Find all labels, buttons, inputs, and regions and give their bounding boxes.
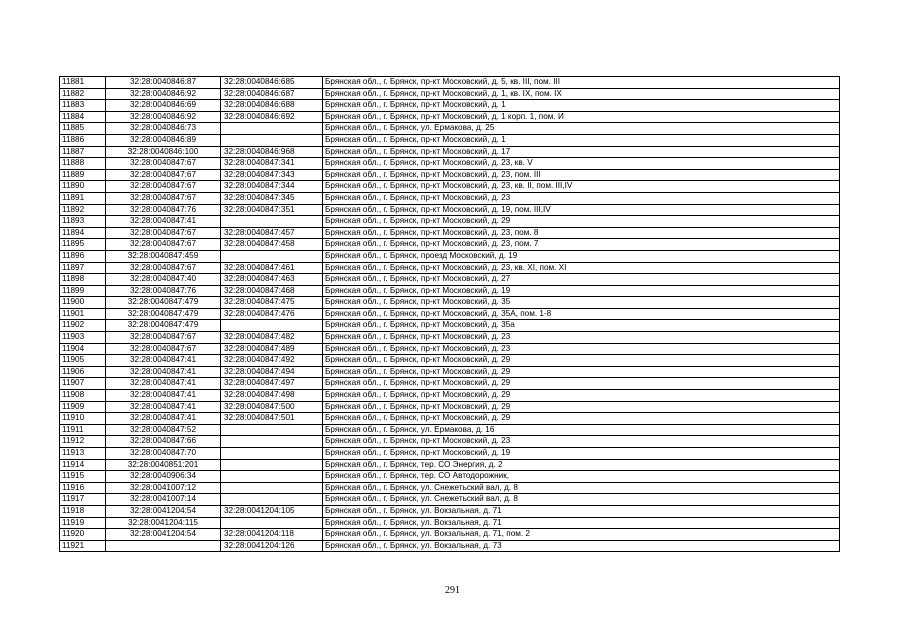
address-cell: Брянская обл., г. Брянск, пр-кт Московский, д. 27	[323, 274, 840, 286]
table-row	[60, 169, 840, 181]
address-cell: Брянская обл., г. Брянск, пр-кт Московский, д. 29	[323, 390, 840, 402]
address-cell: Брянская обл., г. Брянск, ул. Снежетьский вал, д. 8	[323, 482, 840, 494]
row-number-cell: 11899	[60, 285, 106, 297]
building-cadastral-number-cell	[221, 216, 323, 228]
building-cadastral-number-cell: 32:28:0041204:126	[221, 540, 323, 552]
land-cadastral-number-cell: 32:28:0040847:67	[106, 332, 221, 344]
table-row	[60, 424, 840, 436]
building-cadastral-number-cell: 32:28:0040847:482	[221, 332, 323, 344]
building-cadastral-number-cell: 32:28:0040847:341	[221, 158, 323, 170]
address-cell: Брянская обл., г. Брянск, пр-кт Московский, д. 1	[323, 134, 840, 146]
row-number-cell: 11885	[60, 123, 106, 135]
address-cell: Брянская обл., г. Брянск, пр-кт Московский, д. 23	[323, 436, 840, 448]
address-cell: Брянская обл., г. Брянск, пр-кт Московский, д. 29	[323, 366, 840, 378]
row-number-cell: 11921	[60, 540, 106, 552]
building-cadastral-number-cell: 32:28:0040846:688	[221, 100, 323, 112]
land-cadastral-number-cell: 32:28:0040847:41	[106, 401, 221, 413]
address-cell: Брянская обл., г. Брянск, пр-кт Московский, д. 1	[323, 100, 840, 112]
land-cadastral-number-cell: 32:28:0040847:67	[106, 158, 221, 170]
address-cell: Брянская обл., г. Брянск, ул. Вокзальная, д. 71, пом. 2	[323, 529, 840, 541]
table-row	[60, 216, 840, 228]
table-row	[60, 540, 840, 552]
row-number-cell: 11904	[60, 343, 106, 355]
land-cadastral-number-cell: 32:28:0040846:89	[106, 134, 221, 146]
table-row	[60, 448, 840, 460]
building-cadastral-number-cell: 32:28:0040847:344	[221, 181, 323, 193]
address-cell: Брянская обл., г. Брянск, пр-кт Московский, д. 17	[323, 146, 840, 158]
row-number-cell: 11918	[60, 505, 106, 517]
building-cadastral-number-cell: 32:28:0040847:489	[221, 343, 323, 355]
address-cell: Брянская обл., г. Брянск, проезд Московский, д. 19	[323, 250, 840, 262]
address-cell: Брянская обл., г. Брянск, пр-кт Московский, д. 29	[323, 355, 840, 367]
building-cadastral-number-cell: 32:28:0040847:468	[221, 285, 323, 297]
land-cadastral-number-cell: 32:28:0040847:41	[106, 390, 221, 402]
address-cell: Брянская обл., г. Брянск, пр-кт Московский, д. 1 корп. 1, пом. И	[323, 111, 840, 123]
row-number-cell: 11882	[60, 88, 106, 100]
address-cell: Брянская обл., г. Брянск, пр-кт Московский, д. 29	[323, 413, 840, 425]
row-number-cell: 11912	[60, 436, 106, 448]
table-row	[60, 459, 840, 471]
row-number-cell: 11895	[60, 239, 106, 251]
table-row	[60, 471, 840, 483]
table-row	[60, 297, 840, 309]
address-cell: Брянская обл., г. Брянск, ул. Вокзальная, д. 71	[323, 505, 840, 517]
building-cadastral-number-cell	[221, 448, 323, 460]
land-cadastral-number-cell: 32:28:0040906:34	[106, 471, 221, 483]
land-cadastral-number-cell: 32:28:0040847:41	[106, 378, 221, 390]
building-cadastral-number-cell: 32:28:0040846:685	[221, 77, 323, 89]
address-cell: Брянская обл., г. Брянск, ул. Вокзальная, д. 73	[323, 540, 840, 552]
table-row	[60, 401, 840, 413]
address-cell: Брянская обл., г. Брянск, пр-кт Московский, д. 23	[323, 332, 840, 344]
land-cadastral-number-cell	[106, 540, 221, 552]
land-cadastral-number-cell: 32:28:0040847:41	[106, 355, 221, 367]
land-cadastral-number-cell: 32:28:0040847:67	[106, 227, 221, 239]
building-cadastral-number-cell: 32:28:0040847:501	[221, 413, 323, 425]
table-row	[60, 390, 840, 402]
row-number-cell: 11901	[60, 308, 106, 320]
address-cell: Брянская обл., г. Брянск, пр-кт Московский, д. 35	[323, 297, 840, 309]
row-number-cell: 11919	[60, 517, 106, 529]
row-number-cell: 11891	[60, 192, 106, 204]
row-number-cell: 11881	[60, 77, 106, 89]
land-cadastral-number-cell: 32:28:0040847:66	[106, 436, 221, 448]
building-cadastral-number-cell: 32:28:0040847:497	[221, 378, 323, 390]
land-cadastral-number-cell: 32:28:0040847:479	[106, 297, 221, 309]
row-number-cell: 11913	[60, 448, 106, 460]
table-row	[60, 308, 840, 320]
address-cell: Брянская обл., г. Брянск, пр-кт Московский, д. 35А, пом. 1-8	[323, 308, 840, 320]
land-cadastral-number-cell: 32:28:0040846:73	[106, 123, 221, 135]
address-cell: Брянская обл., г. Брянск, пр-кт Московский, д. 23, кв. V	[323, 158, 840, 170]
land-cadastral-number-cell: 32:28:0040847:479	[106, 308, 221, 320]
address-cell: Брянская обл., г. Брянск, пр-кт Московский, д. 23	[323, 192, 840, 204]
building-cadastral-number-cell: 32:28:0040846:692	[221, 111, 323, 123]
address-cell: Брянская обл., г. Брянск, пр-кт Московский, д. 29	[323, 378, 840, 390]
building-cadastral-number-cell	[221, 471, 323, 483]
address-cell: Брянская обл., г. Брянск, пр-кт Московский, д. 19	[323, 285, 840, 297]
row-number-cell: 11886	[60, 134, 106, 146]
land-cadastral-number-cell: 32:28:0040847:459	[106, 250, 221, 262]
building-cadastral-number-cell	[221, 482, 323, 494]
table-row	[60, 494, 840, 506]
land-cadastral-number-cell: 32:28:0041204:115	[106, 517, 221, 529]
row-number-cell: 11892	[60, 204, 106, 216]
row-number-cell: 11909	[60, 401, 106, 413]
address-cell: Брянская обл., г. Брянск, пр-кт Московский, д. 1, кв. IX, пом. IX	[323, 88, 840, 100]
land-cadastral-number-cell: 32:28:0040847:40	[106, 274, 221, 286]
address-cell: Брянская обл., г. Брянск, пр-кт Московский, д. 23, кв. XI, пом. XI	[323, 262, 840, 274]
row-number-cell: 11883	[60, 100, 106, 112]
table-row	[60, 100, 840, 112]
land-cadastral-number-cell: 32:28:0040846:69	[106, 100, 221, 112]
row-number-cell: 11914	[60, 459, 106, 471]
land-cadastral-number-cell: 32:28:0040847:41	[106, 216, 221, 228]
row-number-cell: 11894	[60, 227, 106, 239]
address-cell: Брянская обл., г. Брянск, пр-кт Московский, д. 23, пом. 7	[323, 239, 840, 251]
row-number-cell: 11905	[60, 355, 106, 367]
land-cadastral-number-cell: 32:28:0040846:92	[106, 88, 221, 100]
land-cadastral-number-cell: 32:28:0040847:76	[106, 285, 221, 297]
address-cell: Брянская обл., г. Брянск, ул. Снежетьский вал, д. 8	[323, 494, 840, 506]
building-cadastral-number-cell	[221, 424, 323, 436]
table-row	[60, 262, 840, 274]
building-cadastral-number-cell: 32:28:0040847:345	[221, 192, 323, 204]
land-cadastral-number-cell: 32:28:0040847:41	[106, 413, 221, 425]
table-row	[60, 285, 840, 297]
building-cadastral-number-cell: 32:28:0040847:500	[221, 401, 323, 413]
address-cell: Брянская обл., г. Брянск, ул. Ермакова, д. 25	[323, 123, 840, 135]
table-row	[60, 355, 840, 367]
land-cadastral-number-cell: 32:28:0041204:54	[106, 529, 221, 541]
building-cadastral-number-cell: 32:28:0041204:105	[221, 505, 323, 517]
building-cadastral-number-cell: 32:28:0040847:351	[221, 204, 323, 216]
land-cadastral-number-cell: 32:28:0040847:41	[106, 366, 221, 378]
building-cadastral-number-cell	[221, 320, 323, 332]
address-cell: Брянская обл., г. Брянск, пр-кт Московский, д. 23, кв. II, пом. III,IV	[323, 181, 840, 193]
row-number-cell: 11907	[60, 378, 106, 390]
row-number-cell: 11887	[60, 146, 106, 158]
land-cadastral-number-cell: 32:28:0040847:67	[106, 181, 221, 193]
address-cell: Брянская обл., г. Брянск, пр-кт Московский, д. 19	[323, 448, 840, 460]
building-cadastral-number-cell	[221, 134, 323, 146]
building-cadastral-number-cell: 32:28:0040847:494	[221, 366, 323, 378]
table-row	[60, 123, 840, 135]
land-cadastral-number-cell: 32:28:0040846:92	[106, 111, 221, 123]
row-number-cell: 11889	[60, 169, 106, 181]
table-row	[60, 529, 840, 541]
land-cadastral-number-cell: 32:28:0040847:67	[106, 169, 221, 181]
land-cadastral-number-cell: 32:28:0041007:12	[106, 482, 221, 494]
table-row	[60, 274, 840, 286]
building-cadastral-number-cell	[221, 250, 323, 262]
table-row	[60, 366, 840, 378]
table-row	[60, 378, 840, 390]
land-cadastral-number-cell: 32:28:0040847:67	[106, 192, 221, 204]
row-number-cell: 11916	[60, 482, 106, 494]
row-number-cell: 11910	[60, 413, 106, 425]
table-row	[60, 413, 840, 425]
row-number-cell: 11908	[60, 390, 106, 402]
address-cell: Брянская обл., г. Брянск, тер. СО Автодорожник,	[323, 471, 840, 483]
row-number-cell: 11902	[60, 320, 106, 332]
row-number-cell: 11890	[60, 181, 106, 193]
row-number-cell: 11903	[60, 332, 106, 344]
table-row	[60, 181, 840, 193]
address-cell: Брянская обл., г. Брянск, ул. Ермакова, д. 16	[323, 424, 840, 436]
row-number-cell: 11915	[60, 471, 106, 483]
table-row	[60, 111, 840, 123]
building-cadastral-number-cell: 32:28:0040847:343	[221, 169, 323, 181]
building-cadastral-number-cell	[221, 494, 323, 506]
building-cadastral-number-cell: 32:28:0040847:461	[221, 262, 323, 274]
land-cadastral-number-cell: 32:28:0040847:67	[106, 262, 221, 274]
table-row	[60, 204, 840, 216]
building-cadastral-number-cell: 32:28:0040846:968	[221, 146, 323, 158]
address-cell: Брянская обл., г. Брянск, пр-кт Московский, д. 23, пом. III	[323, 169, 840, 181]
row-number-cell: 11920	[60, 529, 106, 541]
land-cadastral-number-cell: 32:28:0040846:87	[106, 77, 221, 89]
table-row	[60, 250, 840, 262]
building-cadastral-number-cell: 32:28:0040847:458	[221, 239, 323, 251]
land-cadastral-number-cell: 32:28:0040847:70	[106, 448, 221, 460]
table-row	[60, 88, 840, 100]
land-cadastral-number-cell: 32:28:0040847:67	[106, 343, 221, 355]
table-row	[60, 332, 840, 344]
table-row	[60, 77, 840, 89]
table-row	[60, 505, 840, 517]
page-number: 291	[445, 585, 460, 596]
address-cell: Брянская обл., г. Брянск, ул. Вокзальная, д. 71	[323, 517, 840, 529]
address-cell: Брянская обл., г. Брянск, пр-кт Московский, д. 5, кв. III, пом. III	[323, 77, 840, 89]
row-number-cell: 11896	[60, 250, 106, 262]
building-cadastral-number-cell: 32:28:0040847:463	[221, 274, 323, 286]
table-row	[60, 192, 840, 204]
building-cadastral-number-cell	[221, 436, 323, 448]
address-cell: Брянская обл., г. Брянск, тер. СО Энергия, д. 2	[323, 459, 840, 471]
table-row	[60, 158, 840, 170]
land-cadastral-number-cell: 32:28:0040847:52	[106, 424, 221, 436]
land-cadastral-number-cell: 32:28:0040847:479	[106, 320, 221, 332]
table-row	[60, 482, 840, 494]
building-cadastral-number-cell: 32:28:0040847:498	[221, 390, 323, 402]
table-row	[60, 343, 840, 355]
table-row	[60, 227, 840, 239]
table-row	[60, 239, 840, 251]
row-number-cell: 11917	[60, 494, 106, 506]
land-cadastral-number-cell: 32:28:0040846:100	[106, 146, 221, 158]
land-cadastral-number-cell: 32:28:0041007:14	[106, 494, 221, 506]
row-number-cell: 11893	[60, 216, 106, 228]
land-cadastral-number-cell: 32:28:0040847:67	[106, 239, 221, 251]
address-cell: Брянская обл., г. Брянск, пр-кт Московский, д. 19, пом. III,IV	[323, 204, 840, 216]
building-cadastral-number-cell: 32:28:0040847:476	[221, 308, 323, 320]
building-cadastral-number-cell: 32:28:0040847:475	[221, 297, 323, 309]
building-cadastral-number-cell	[221, 123, 323, 135]
table-row	[60, 320, 840, 332]
building-cadastral-number-cell: 32:28:0040847:492	[221, 355, 323, 367]
building-cadastral-number-cell: 32:28:0041204:118	[221, 529, 323, 541]
building-cadastral-number-cell: 32:28:0040847:457	[221, 227, 323, 239]
registry-table-body	[60, 77, 840, 552]
row-number-cell: 11888	[60, 158, 106, 170]
land-cadastral-number-cell: 32:28:0040851:201	[106, 459, 221, 471]
table-row	[60, 134, 840, 146]
address-cell: Брянская обл., г. Брянск, пр-кт Московский, д. 23, пом. 8	[323, 227, 840, 239]
row-number-cell: 11900	[60, 297, 106, 309]
table-row	[60, 436, 840, 448]
row-number-cell: 11897	[60, 262, 106, 274]
land-cadastral-number-cell: 32:28:0040847:76	[106, 204, 221, 216]
address-cell: Брянская обл., г. Брянск, пр-кт Московский, д. 29	[323, 216, 840, 228]
row-number-cell: 11898	[60, 274, 106, 286]
address-cell: Брянская обл., г. Брянск, пр-кт Московский, д. 35а	[323, 320, 840, 332]
building-cadastral-number-cell: 32:28:0040846:687	[221, 88, 323, 100]
registry-table	[59, 76, 840, 552]
building-cadastral-number-cell	[221, 459, 323, 471]
row-number-cell: 11911	[60, 424, 106, 436]
row-number-cell: 11884	[60, 111, 106, 123]
address-cell: Брянская обл., г. Брянск, пр-кт Московский, д. 23	[323, 343, 840, 355]
table-row	[60, 146, 840, 158]
table-row	[60, 517, 840, 529]
address-cell: Брянская обл., г. Брянск, пр-кт Московский, д. 29	[323, 401, 840, 413]
land-cadastral-number-cell: 32:28:0041204:54	[106, 505, 221, 517]
building-cadastral-number-cell	[221, 517, 323, 529]
row-number-cell: 11906	[60, 366, 106, 378]
